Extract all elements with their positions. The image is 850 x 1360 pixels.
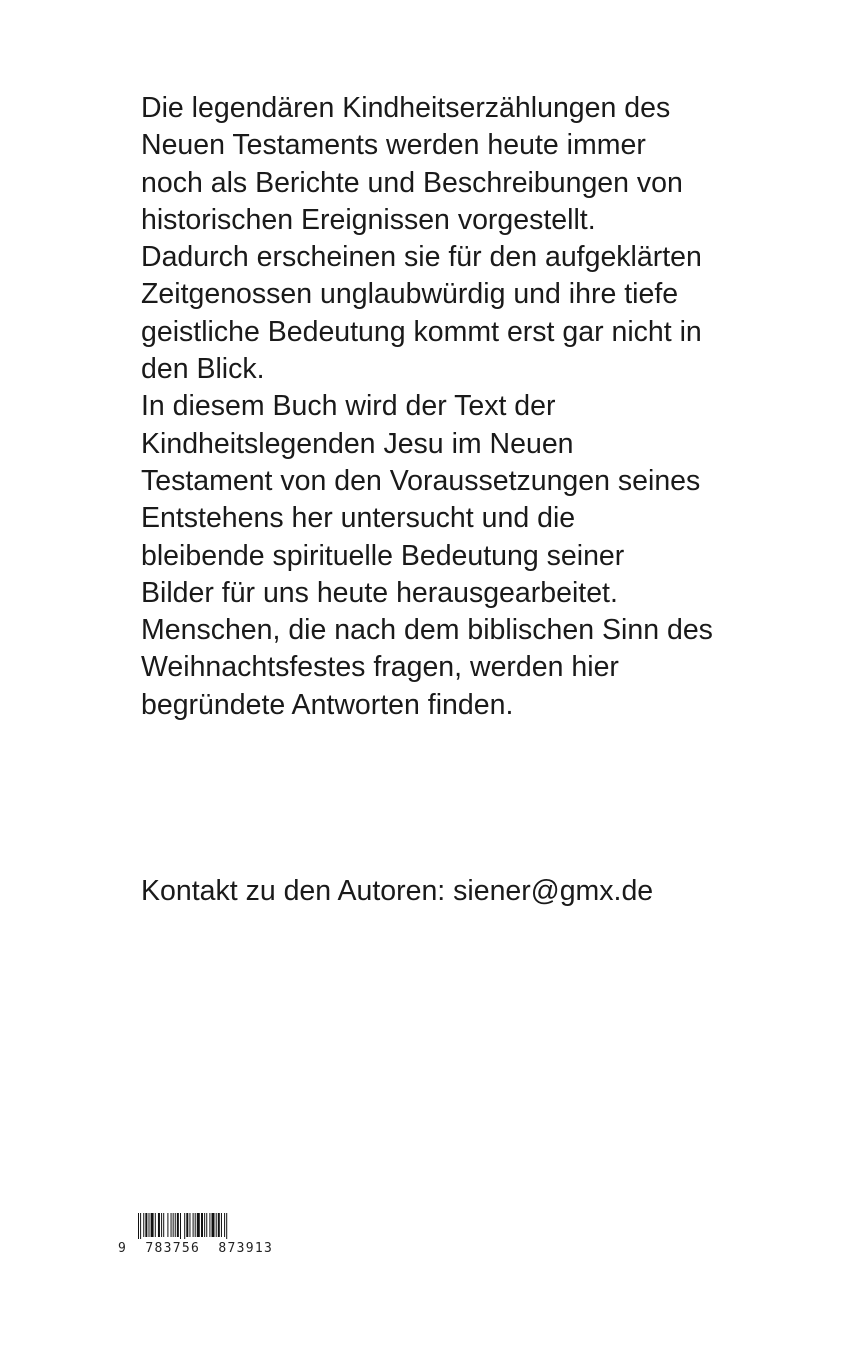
barcode-bar	[138, 1213, 139, 1239]
blurb-line: Dadurch erscheinen sie für den aufgeklärten	[141, 241, 702, 274]
isbn-number: 9 783756 873913	[118, 1241, 274, 1256]
book-blurb	[141, 90, 781, 724]
barcode-bar	[163, 1213, 164, 1237]
barcode-bar	[186, 1213, 188, 1237]
blurb-line: den Blick.	[141, 353, 265, 386]
barcode-bar	[155, 1213, 156, 1237]
barcode-bar	[216, 1213, 217, 1237]
barcode-bar	[158, 1213, 160, 1237]
barcode-bar	[195, 1213, 196, 1237]
blurb-line: historischen Ereignissen vorgestellt.	[141, 203, 596, 236]
barcode-bar	[221, 1213, 222, 1237]
barcode-bar	[177, 1213, 179, 1237]
blurb-line: bleibende spirituelle Bedeutung seiner	[141, 539, 625, 572]
barcode-bar	[151, 1213, 154, 1237]
barcode-bars-icon	[116, 1213, 296, 1239]
barcode-bar	[173, 1213, 174, 1237]
blurb-line: Neuen Testaments werden heute immer	[141, 129, 646, 162]
barcode-bar	[218, 1213, 220, 1237]
barcode-bar	[193, 1213, 194, 1237]
barcode-bar	[204, 1213, 205, 1237]
barcode-bar	[180, 1213, 181, 1239]
barcode-bar	[149, 1213, 150, 1237]
barcode-bar	[140, 1213, 141, 1239]
barcode-bar	[145, 1213, 147, 1237]
blurb-line: Weihnachtsfestes fragen, werden hier	[141, 651, 619, 684]
blurb-line: begründete Antworten finden.	[141, 688, 514, 721]
author-contact: Kontakt zu den Autoren: siener@gmx.de	[141, 875, 654, 907]
blurb-line: Zeitgenossen unglaubwürdig und ihre tiefe	[141, 278, 679, 311]
barcode-bar	[143, 1213, 144, 1237]
isbn-barcode	[116, 1213, 296, 1265]
barcode-bar	[212, 1213, 215, 1237]
blurb-line: Die legendären Kindheitserzählungen des	[141, 92, 671, 124]
barcode-bar	[189, 1213, 190, 1237]
barcode-bar	[201, 1213, 203, 1237]
blurb-line: Bilder für uns heute herausgearbeitet.	[141, 576, 618, 609]
barcode-bar	[171, 1213, 172, 1237]
barcode-bar	[226, 1213, 227, 1239]
blurb-line: Testament von den Voraussetzungen seines	[141, 464, 701, 497]
barcode-bar	[161, 1213, 162, 1237]
barcode-bar	[184, 1213, 185, 1239]
blurb-line: geistliche Bedeutung kommt erst gar nicht in	[141, 315, 702, 348]
barcode-bar	[209, 1213, 210, 1237]
barcode-bar	[206, 1213, 207, 1237]
barcode-bar	[197, 1213, 200, 1237]
barcode-bar	[175, 1213, 176, 1237]
blurb-line: Entstehens her untersucht und die	[141, 502, 576, 535]
barcode-bar	[224, 1213, 225, 1237]
blurb-line: In diesem Buch wird der Text der	[141, 390, 556, 423]
blurb-line: Kindheitslegenden Jesu im Neuen	[141, 427, 574, 460]
blurb-line: Menschen, die nach dem biblischen Sinn des	[141, 614, 713, 647]
barcode-bar	[167, 1213, 168, 1237]
blurb-line: noch als Berichte und Beschreibungen von	[141, 166, 683, 199]
